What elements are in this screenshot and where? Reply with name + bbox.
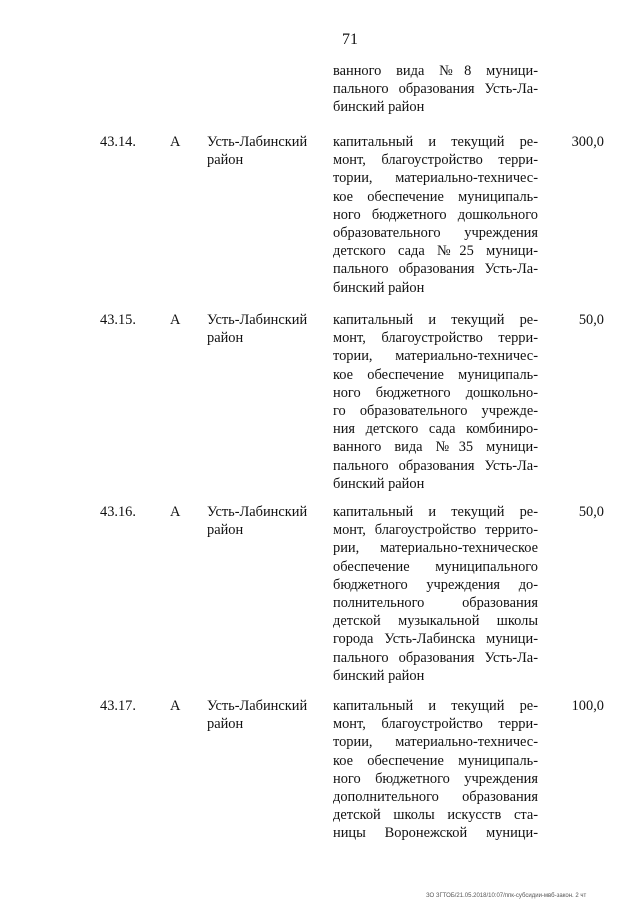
text-line: район: [207, 152, 244, 169]
row-category: А: [170, 312, 181, 328]
text-line: ницы Воронежской муници-: [333, 825, 538, 842]
text-line: детской музыкальной школы: [333, 613, 538, 630]
row-number: 43.14.: [100, 134, 136, 150]
text-line: Усть-Лабинский: [207, 504, 308, 520]
text-line: пального образования Усть-Ла-: [333, 457, 538, 474]
text-line: детской школы искусств ста-: [333, 807, 538, 824]
text-line: пального образования Усть-Ла-: [333, 649, 538, 666]
text-line: дополнительного образования: [333, 789, 538, 806]
text-line: кое обеспечение муниципаль-: [333, 752, 538, 769]
row-category: А: [170, 504, 181, 520]
text-line: бюджетного учреждения до-: [333, 576, 538, 593]
row-number: 43.17.: [100, 698, 136, 714]
row-description: [333, 503, 538, 685]
text-line: капитальный и текущий ре-: [333, 698, 538, 714]
row-category: А: [170, 134, 181, 150]
text-line: капитальный и текущий ре-: [333, 134, 538, 150]
text-line: монт, благоустройство терри-: [333, 330, 538, 347]
row-amount: 300,0: [571, 134, 604, 150]
text-line: образовательного учреждения: [333, 225, 538, 242]
text-line: ного бюджетного учреждения: [333, 770, 538, 787]
text-line: кое обеспечение муниципаль-: [333, 188, 538, 205]
row-amount: 50,0: [578, 312, 604, 328]
row-description: [333, 697, 538, 843]
text-line: города Усть-Лабинска муници-: [333, 631, 538, 648]
footer-filename: ЗО ЗГТОБ/21.05.2018/10:07/ппк-субсидии-мвб-закон. 2 чт: [426, 893, 587, 899]
text-line: Усть-Лабинский: [207, 312, 308, 328]
text-line: бинский район: [333, 99, 425, 116]
text-line: ного бюджетного дошкольного: [333, 206, 538, 223]
row-description: [333, 133, 538, 297]
row-amount: 100,0: [571, 698, 604, 714]
text-line: тории, материально-техничес-: [333, 734, 538, 751]
text-line: бинский район: [333, 279, 425, 296]
text-line: кое обеспечение муниципаль-: [333, 366, 538, 383]
text-line: детского сада №25 муници-: [333, 243, 538, 260]
text-line: го образовательного учрежде-: [333, 403, 538, 420]
row-municipality: [207, 311, 317, 347]
row-amount: 50,0: [578, 504, 604, 520]
text-line: капитальный и текущий ре-: [333, 504, 538, 520]
text-line: полнительного образования: [333, 595, 538, 612]
text-line: тории, материально-техничес-: [333, 348, 538, 365]
continued-description: [333, 62, 538, 117]
text-line: монт, благоустройство терри-: [333, 152, 538, 169]
row-number: 43.15.: [100, 312, 136, 328]
row-municipality: [207, 133, 317, 169]
text-line: монт, благоустройство терри-: [333, 716, 538, 733]
text-line: Усть-Лабинский: [207, 134, 308, 150]
text-line: пального образования Усть-Ла-: [333, 261, 538, 278]
text-line: капитальный и текущий ре-: [333, 312, 538, 328]
row-number: 43.16.: [100, 504, 136, 520]
text-line: район: [207, 330, 244, 347]
text-line: ного бюджетного дошкольно-: [333, 384, 538, 401]
text-line: рии, материально-техническое: [333, 540, 538, 557]
text-line: бинский район: [333, 475, 425, 492]
text-line: ванного вида №35 муници-: [333, 439, 538, 456]
text-line: бинский район: [333, 667, 425, 684]
text-line: тории, материально-техничес-: [333, 170, 538, 187]
text-line: пального образования Усть-Ла-: [333, 81, 538, 98]
text-line: район: [207, 716, 244, 733]
text-line: Усть-Лабинский: [207, 698, 308, 714]
page-number: 71: [342, 31, 358, 48]
text-line: монт, благоустройство террито-: [333, 522, 538, 539]
row-description: [333, 311, 538, 493]
text-line: обеспечение муниципального: [333, 558, 538, 575]
row-category: А: [170, 698, 181, 714]
text-line: ванного вида №8 муници-: [333, 63, 538, 79]
row-municipality: [207, 697, 317, 733]
text-line: район: [207, 522, 244, 539]
row-municipality: [207, 503, 317, 539]
text-line: ния детского сада комбиниро-: [333, 421, 538, 438]
